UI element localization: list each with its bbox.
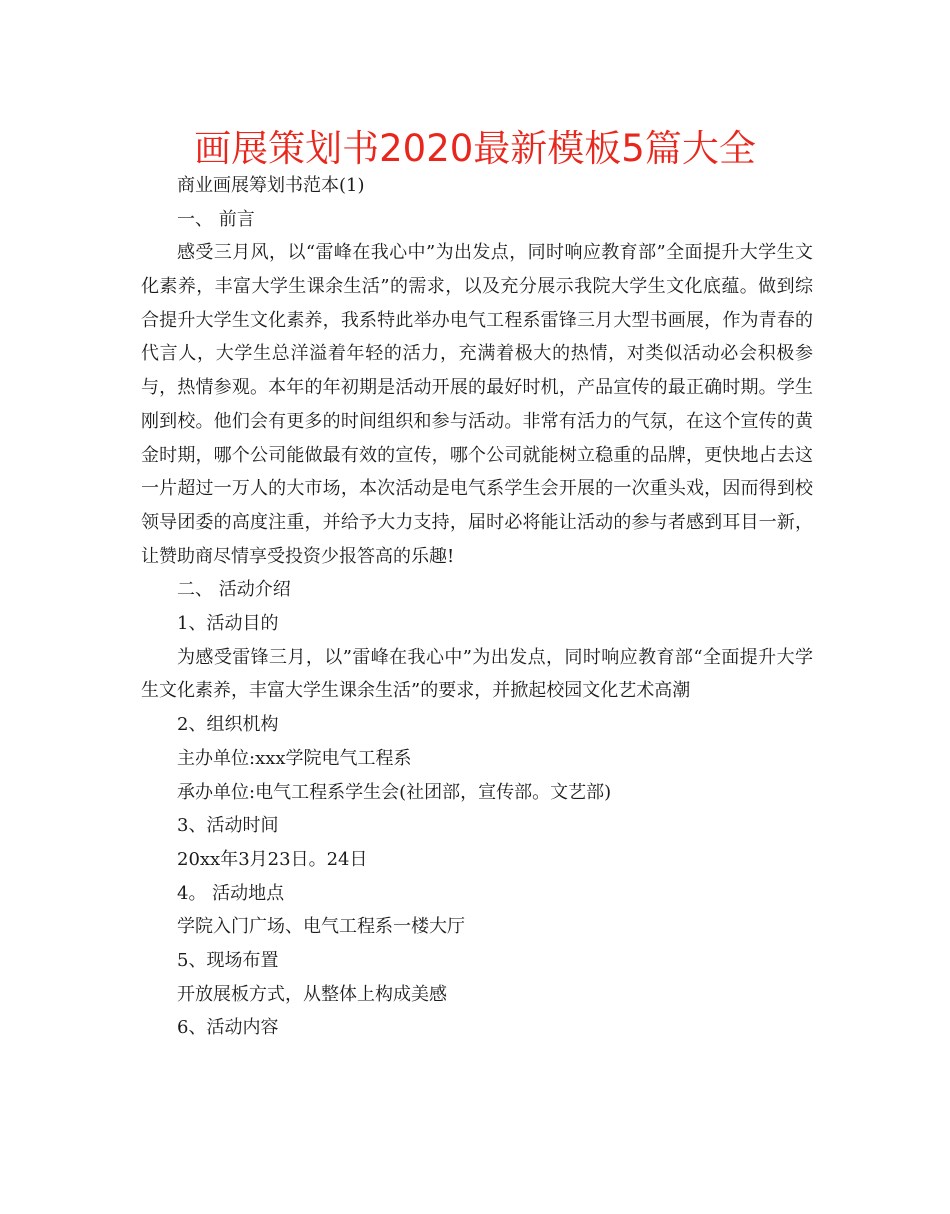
activity-time: 20xx年3月23日。24日 bbox=[177, 848, 368, 870]
subheading-layout: 5、现场布置 bbox=[177, 950, 279, 971]
subheading-place: 4。 活动地点 bbox=[177, 882, 285, 904]
subheading-content: 6、活动内容 bbox=[177, 1017, 279, 1039]
activity-place: 学院入门广场、电气工程系一楼大厅 bbox=[177, 916, 465, 938]
section-heading-preface: 一、 前言 bbox=[177, 208, 255, 230]
layout-text: 开放展板方式，从整体上构成美感 bbox=[177, 983, 447, 1005]
subheading-organization: 2、组织机构 bbox=[177, 714, 279, 736]
section-heading-activity-intro: 二、 活动介绍 bbox=[177, 579, 291, 601]
document-subtitle: 商业画展筹划书范本(1) bbox=[177, 175, 365, 196]
organization-organizer: 承办单位:电气工程系学生会(社团部，宣传部。文艺部) bbox=[177, 781, 612, 803]
purpose-paragraph: 为感受雷锋三月，以”雷峰在我心中”为出发点，同时响应教育部“全面提升大学生文化素养，丰富大学生课余生活”的要求，并掀起校园文化艺术高潮 bbox=[141, 646, 813, 702]
document-body bbox=[141, 169, 813, 1045]
document-title: 画展策划书2020最新模板5篇大全 bbox=[194, 127, 756, 170]
preface-paragraph: 感受三月风，以“雷峰在我心中”为出发点，同时响应教育部”全面提升大学生文化素养，丰富大学生课余生活”的需求，以及充分展示我院大学生文化底蕴。做到综合提升大学生文化素养，我系特此举办电气工程系雷锋三月大型书画展，作为青春的代言人，大学生总洋溢着年轻的活力，充满着极大的热情，对类似活动必会积极参与，热情参观。本年的年初期是活动开展的最好时机，产品宣传的最正确时期。学生刚到校。他们会有更多的时间组织和参与活动。非常有活力的气氛，在这个宣传的黄金时期，哪个公司能做最有效的宣传，哪个公司就能树立稳重的品牌，更快地占去这一片超过一万人的大市场，本次活动是电气系学生会开展的一次重头戏，因而得到校领导团委的高度注重，并给予大力支持，届时必将能让活动的参与者感到耳目一新，让赞助商尽情享受投资少报答高的乐趣! bbox=[141, 242, 813, 567]
subheading-purpose: 1、活动目的 bbox=[177, 613, 279, 635]
subheading-time: 3、活动时间 bbox=[177, 815, 279, 837]
organization-host: 主办单位:xxx学院电气工程系 bbox=[177, 747, 412, 769]
